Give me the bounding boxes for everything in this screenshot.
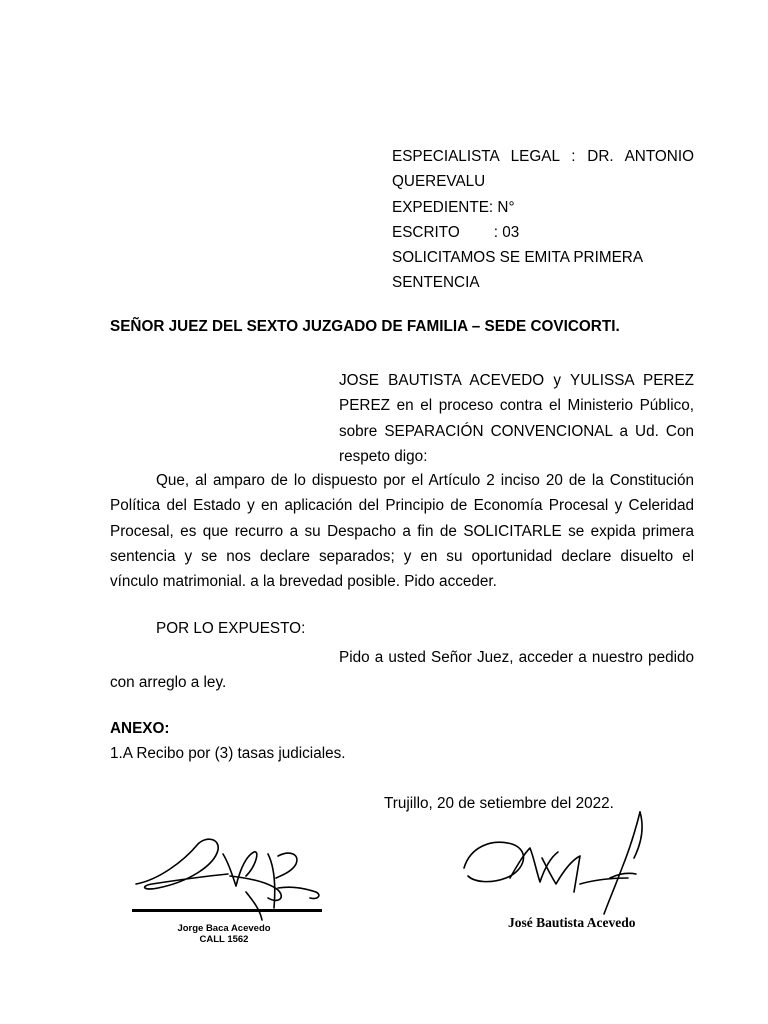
body-line: Procesal, es que recurro a su Despacho a fin de SOLICITARLE se expida primera (110, 522, 694, 540)
intro-line: PEREZ en el proceso contra el Ministerio Público, (339, 397, 694, 415)
specialist-line-2: QUEREVALU (392, 173, 486, 191)
place-and-date: Trujillo, 20 de setiembre del 2022. (384, 795, 614, 812)
petition-paragraph (110, 645, 694, 696)
intro-paragraph (339, 368, 694, 469)
sumilla-line-1: SOLICITAMOS SE EMITA PRIMERA (392, 249, 644, 267)
lawyer-signature-block (124, 923, 324, 945)
applicant-signature-icon (460, 808, 660, 918)
sumilla-line-2: SENTENCIA (392, 274, 480, 292)
specialist-line-1: ESPECIALISTA LEGAL : DR. ANTONIO (392, 148, 694, 165)
signature-line (132, 909, 322, 912)
body-line: vínculo matrimonial. a la brevedad posible. Pido acceder. (110, 573, 497, 591)
body-paragraph (110, 468, 694, 594)
body-line: Que, al amparo de lo dispuesto por el Artículo 2 inciso 20 de la Constitución (156, 472, 694, 489)
addressee-heading: SEÑOR JUEZ DEL SEXTO JUZGADO DE FAMILIA – SEDE COVICORTI. (110, 318, 620, 335)
anexo-heading: ANEXO: (110, 720, 170, 737)
petition-line-1: Pido a usted Señor Juez, acceder a nuestro pedido (339, 649, 694, 666)
escrito-line: ESCRITO : 03 (392, 223, 520, 241)
body-line: Política del Estado y en aplicación del Principio de Economía Procesal y Celeridad (110, 497, 694, 515)
lawyer-name: Jorge Baca Acevedo (177, 923, 271, 934)
document-header (392, 144, 694, 296)
intro-line: respeto digo: (339, 447, 428, 465)
por-lo-expuesto-label: POR LO EXPUESTO: (156, 620, 306, 637)
anexo-item: 1.A Recibo por (3) tasas judiciales. (110, 745, 346, 762)
petition-line-2: con arreglo a ley. (110, 674, 227, 692)
intro-line: sobre SEPARACIÓN CONVENCIONAL a Ud. Con (339, 422, 694, 440)
expediente-line: EXPEDIENTE: N° (392, 198, 515, 216)
body-line: sentencia y se nos declare separados; y en su oportunidad declare disuelto el (110, 547, 694, 565)
intro-line: JOSE BAUTISTA ACEVEDO y YULISSA PEREZ (339, 372, 694, 389)
applicant-name: José Bautista Acevedo (508, 915, 636, 930)
lawyer-registry: CALL 1562 (199, 934, 249, 945)
